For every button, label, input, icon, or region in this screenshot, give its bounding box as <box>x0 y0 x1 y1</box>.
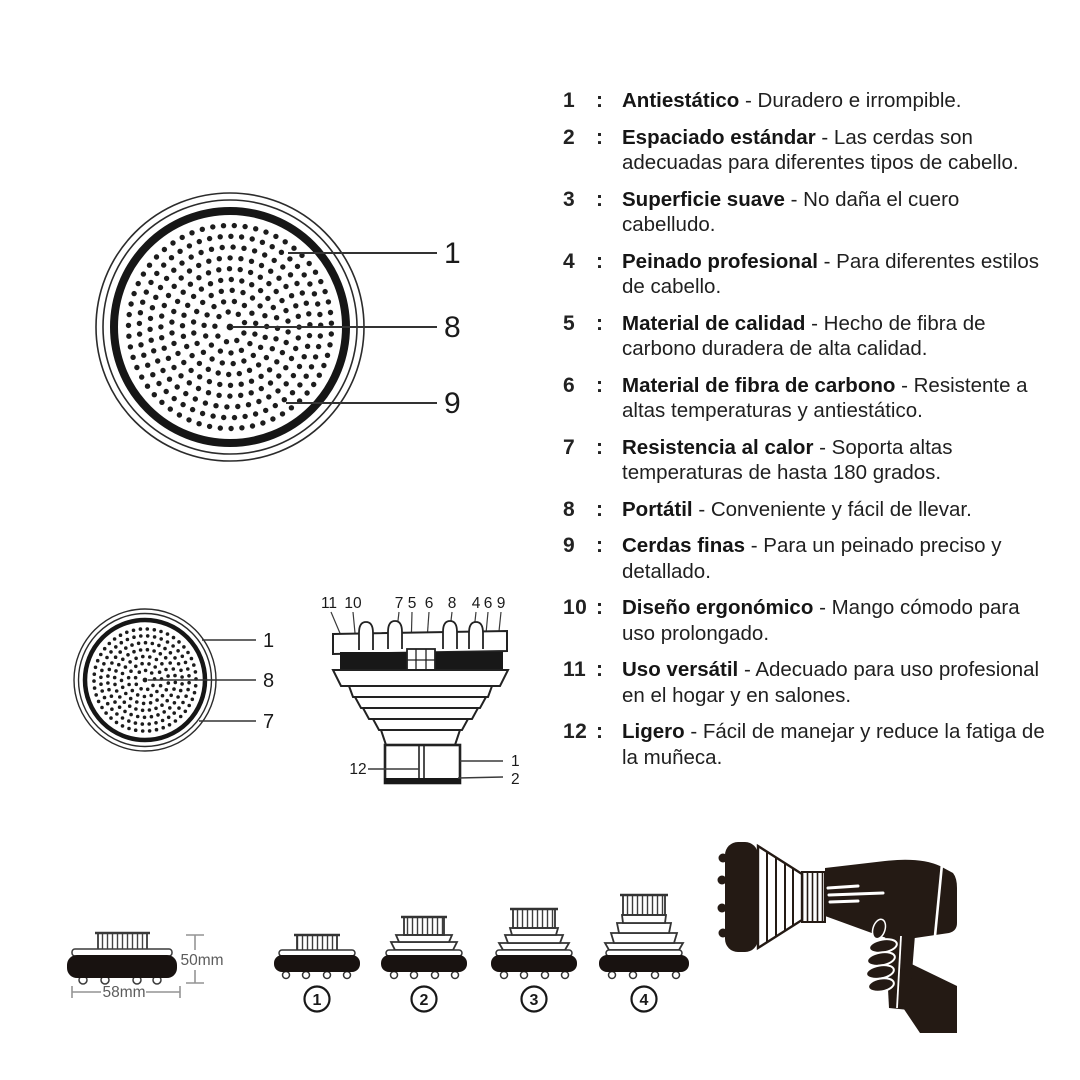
callout-1-label: 1 <box>263 630 275 652</box>
feature-colon: : <box>596 435 604 459</box>
lip <box>72 949 172 956</box>
feature-number <box>563 435 622 460</box>
feature-text <box>622 533 1050 584</box>
feature-title: Diseño ergonómico <box>622 596 814 619</box>
height-dimension-label: 50mm <box>180 952 224 969</box>
feature-number-text: 4 <box>563 249 576 273</box>
stage-1-label: 1 <box>312 992 322 1009</box>
feature-desc: - Mango cómodo para uso prolongado. <box>622 596 1020 645</box>
feature-text <box>622 657 1050 708</box>
feature-title: Material de calidad <box>622 311 806 335</box>
feature-item <box>563 595 1050 646</box>
accordion <box>391 935 457 950</box>
funnel-body <box>333 621 508 784</box>
diffuser-connector <box>802 872 825 922</box>
callout-1-label: 1 <box>511 753 520 770</box>
feature-colon: : <box>596 720 604 743</box>
center-dot <box>143 678 148 683</box>
feature-text <box>622 249 1050 300</box>
feature-colon: : <box>596 658 604 681</box>
feature-title: Ligero <box>622 720 685 743</box>
feature-text <box>622 497 1050 523</box>
feature-title: Peinado profesional <box>622 249 818 273</box>
feature-desc: - Para diferentes estilos de cabello. <box>622 249 1039 298</box>
feature-title: Material de fibra de carbono <box>622 373 896 397</box>
accordion <box>499 928 569 950</box>
feature-item <box>563 533 1050 584</box>
feature-desc: - Conveniente y fácil de llevar. <box>698 497 972 521</box>
stage-2-label: 2 <box>419 992 429 1009</box>
feature-number-text: 5 <box>563 311 576 335</box>
bristle-cap <box>513 909 555 928</box>
feature-number <box>563 373 622 398</box>
feature-text <box>622 88 1050 114</box>
feature-text <box>622 125 1050 176</box>
small-top-view-diagram <box>62 596 297 768</box>
feature-number-text: 8 <box>563 497 576 521</box>
dimension-diagram <box>45 895 260 1025</box>
feature-text <box>622 311 1050 362</box>
callout-5-label: 5 <box>407 595 417 612</box>
feature-colon: : <box>596 373 604 397</box>
feature-desc: - Adecuado para uso profesional en el hogar y en salones. <box>622 658 1040 707</box>
feature-item <box>563 373 1050 424</box>
feature-title: Uso versátil <box>622 658 739 681</box>
feature-text <box>622 435 1050 486</box>
feature-item <box>563 657 1050 708</box>
callout-7-label: 7 <box>263 711 275 733</box>
expansion-stages-diagram <box>255 885 695 1020</box>
base <box>491 955 577 972</box>
callout-4-label: 4 <box>471 595 481 612</box>
feature-desc: - Las cerdas son adecuadas para diferentes tipos de cabello. <box>622 125 1019 174</box>
side-view-diagram <box>305 593 530 798</box>
feature-colon: : <box>596 89 604 112</box>
callout-6-label: 6 <box>424 595 434 612</box>
feature-item <box>563 497 1050 523</box>
feature-title: Cerdas finas <box>622 534 746 557</box>
accordion <box>605 915 683 950</box>
base <box>599 955 689 972</box>
feature-item <box>563 249 1050 300</box>
stage-4-label: 4 <box>639 992 649 1009</box>
feature-colon: : <box>596 311 604 335</box>
feature-number <box>563 311 622 336</box>
feature-text <box>622 187 1050 238</box>
top-view-diagram <box>45 175 505 485</box>
callout-8-label: 8 <box>447 595 457 612</box>
feature-number <box>563 125 622 150</box>
bristle-cap <box>623 895 665 915</box>
width-dimension-label: 58mm <box>102 984 146 1001</box>
feature-number <box>563 657 622 682</box>
feature-item <box>563 125 1050 176</box>
feature-item <box>563 88 1050 114</box>
stage-3-label: 3 <box>529 992 539 1009</box>
callout-11-label: 11 <box>320 595 338 612</box>
feature-number-text: 11 <box>563 658 587 681</box>
stage-2 <box>381 917 467 1012</box>
feature-title: Superficie suave <box>622 187 785 211</box>
feature-desc: - Resistente a altas temperaturas y antiestático. <box>622 373 1028 422</box>
accordion-folds <box>333 670 508 745</box>
base-body <box>67 955 177 978</box>
center-grid-box <box>407 649 435 672</box>
feature-number <box>563 719 622 744</box>
feature-colon: : <box>596 125 604 149</box>
feature-number-text: 12 <box>563 720 588 743</box>
feature-item <box>563 719 1050 770</box>
feature-number <box>563 249 622 274</box>
callout-9-label: 9 <box>496 595 506 612</box>
feature-title: Espaciado estándar <box>622 125 816 149</box>
feature-colon: : <box>596 249 604 273</box>
callout-2-label: 2 <box>511 771 520 788</box>
feature-colon: : <box>596 596 604 619</box>
callout-7-label: 7 <box>394 595 404 612</box>
callout-12-label: 12 <box>349 761 367 778</box>
feature-number <box>563 88 622 113</box>
feature-list <box>563 88 1050 770</box>
feature-number <box>563 497 622 522</box>
callout-1-label: 1 <box>444 237 461 270</box>
feature-number-text: 9 <box>563 534 576 557</box>
feature-desc: - Para un peinado preciso y detallado. <box>622 534 1002 583</box>
feature-colon: : <box>596 187 604 211</box>
bristle-cap <box>404 917 444 935</box>
feature-item <box>563 311 1050 362</box>
base <box>274 955 360 972</box>
feature-number-text: 2 <box>563 125 576 149</box>
feature-item <box>563 435 1050 486</box>
feature-number <box>563 533 622 558</box>
connector <box>384 745 461 784</box>
feature-title: Resistencia al calor <box>622 435 814 459</box>
stage-4 <box>599 895 689 1012</box>
feature-number-text: 6 <box>563 373 576 397</box>
callout-8-label: 8 <box>263 670 275 692</box>
feature-text <box>622 595 1050 646</box>
feature-desc: - Duradero e irrompible. <box>745 89 962 112</box>
diffuser-face <box>725 842 758 952</box>
feature-number-text: 3 <box>563 187 576 211</box>
collapsed-diffuser <box>67 933 177 984</box>
feature-number-text: 1 <box>563 89 576 112</box>
feature-number-text: 10 <box>563 596 588 619</box>
feature-desc: - Soporta altas temperaturas de hasta 180 grados. <box>622 435 953 484</box>
callout-9-label: 9 <box>444 387 461 420</box>
stage-1 <box>274 935 360 1012</box>
feature-text <box>622 719 1050 770</box>
feature-text <box>622 373 1050 424</box>
dryer-body <box>825 860 957 939</box>
leader-lines <box>148 640 256 721</box>
feature-desc: - No daña el cuero cabelludo. <box>622 187 960 236</box>
feature-item <box>563 187 1050 238</box>
feature-colon: : <box>596 497 604 521</box>
feature-number <box>563 595 622 620</box>
feature-number-text: 7 <box>563 435 576 459</box>
base <box>381 955 467 972</box>
feature-number <box>563 187 622 212</box>
callout-8-label: 8 <box>444 311 461 344</box>
feature-title: Antiestático <box>622 89 740 112</box>
stage-3 <box>491 909 577 1012</box>
hand-dryer-illustration <box>695 828 1080 1080</box>
feature-desc: - Fácil de manejar y reduce la fatiga de la muñeca. <box>622 720 1045 769</box>
callout-10-label: 10 <box>344 595 362 612</box>
diffuser-accordion <box>758 846 802 948</box>
callout-6b-label: 6 <box>483 595 493 612</box>
feature-colon: : <box>596 534 604 557</box>
feature-desc: - Hecho de fibra de carbono duradera de alta calidad. <box>622 311 986 360</box>
top-callout-labels <box>321 595 505 612</box>
feature-title: Portátil <box>622 497 693 521</box>
